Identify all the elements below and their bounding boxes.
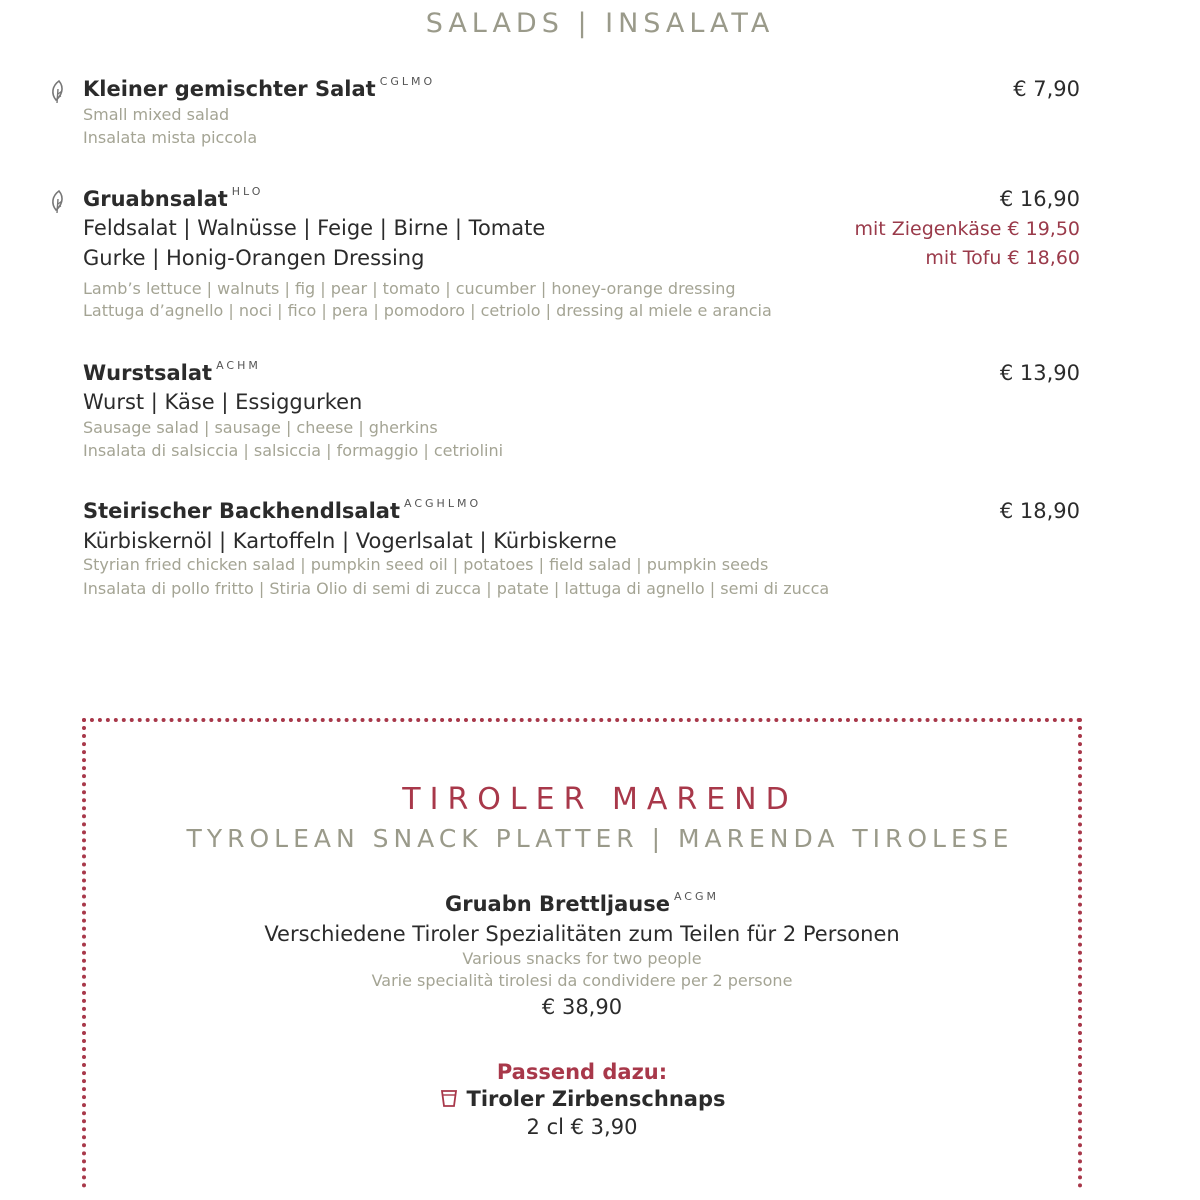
pairing-label: Passend dazu: — [496, 1060, 668, 1084]
item-name: Gruabnsalat $^{HLO}$ — [83, 185, 264, 211]
item-price: € 16,90 — [999, 187, 1080, 211]
leaf-icon — [48, 79, 70, 105]
item-price-tofu: mit Tofu € 18,60 — [925, 247, 1080, 269]
item-name: Wurstsalat $^{ACHM}$ — [83, 359, 261, 385]
marend-price: € 38,90 — [541, 995, 623, 1019]
allergen-codes: CGLMO — [379, 75, 436, 88]
item-desc-en: Lamb’s lettuce | walnuts | fig | pear | tomato | cucumber | honey-orange dressing — [83, 279, 736, 298]
marend-item-name: Gruabn Brettljause $^{ACGM}$ — [445, 890, 719, 916]
item-price: € 7,90 — [1013, 77, 1080, 101]
item-price: € 13,90 — [999, 361, 1080, 385]
allergen-codes: HLO — [231, 185, 264, 198]
item-desc-it: Lattuga d’agnello | noci | fico | pera | pomodoro | cetriolo | dressing al miele e arancia — [83, 301, 772, 320]
marend-desc-en: Various snacks for two people — [462, 949, 702, 968]
leaf-icon — [48, 189, 70, 215]
item-desc-en: Sausage salad | sausage | cheese | gherkins — [83, 418, 438, 437]
item-price: € 18,90 — [999, 499, 1080, 523]
item-desc-en: Styrian fried chicken salad | pumpkin seed oil | potatoes | field salad | pumpkin seeds — [83, 555, 769, 574]
item-desc-it: Insalata di pollo fritto | Stiria Olio di semi di zucca | patate | lattuga di agnello | semi di zucca — [83, 579, 830, 598]
item-desc-en: Small mixed salad — [83, 105, 230, 124]
item-desc-de: Feldsalat | Walnüsse | Feige | Birne | Tomate — [83, 216, 546, 240]
item-name: Kleiner gemischter Salat $^{CGLMO}$ — [83, 75, 436, 101]
item-name: Steirischer Backhendlsalat $^{ACGHLMO}$ — [83, 497, 482, 523]
item-desc-de: Kürbiskernöl | Kartoffeln | Vogerlsalat | Kürbiskerne — [83, 529, 617, 553]
item-desc-de-2: Gurke | Honig-Orangen Dressing — [83, 246, 425, 270]
item-desc-it: Insalata mista piccola — [83, 128, 258, 147]
item-price-goat-cheese: mit Ziegenkäse € 19,50 — [854, 218, 1080, 240]
item-desc-de: Wurst | Käse | Essiggurken — [83, 390, 363, 414]
allergen-codes: ACGHLMO — [404, 497, 482, 510]
marend-subtitle: TYROLEAN SNACK PLATTER | MARENDA TIROLESE — [186, 824, 1014, 853]
marend-desc-de: Verschiedene Tiroler Spezialitäten zum Teilen für 2 Personen — [264, 922, 900, 946]
marend-title: TIROLER MAREND — [402, 782, 798, 817]
marend-desc-it: Varie specialità tirolesi da condividere per 2 persone — [371, 971, 793, 990]
section-title: SALADS | INSALATA — [425, 8, 775, 39]
shot-glass-icon — [439, 1088, 459, 1108]
item-desc-it: Insalata di salsiccia | salsiccia | formaggio | cetriolini — [83, 441, 504, 460]
allergen-codes: ACGM — [673, 890, 719, 903]
allergen-codes: ACHM — [216, 359, 261, 372]
pairing-item: Tiroler Zirbenschnaps — [0, 1087, 1164, 1111]
pairing-price: 2 cl € 3,90 — [526, 1115, 638, 1139]
